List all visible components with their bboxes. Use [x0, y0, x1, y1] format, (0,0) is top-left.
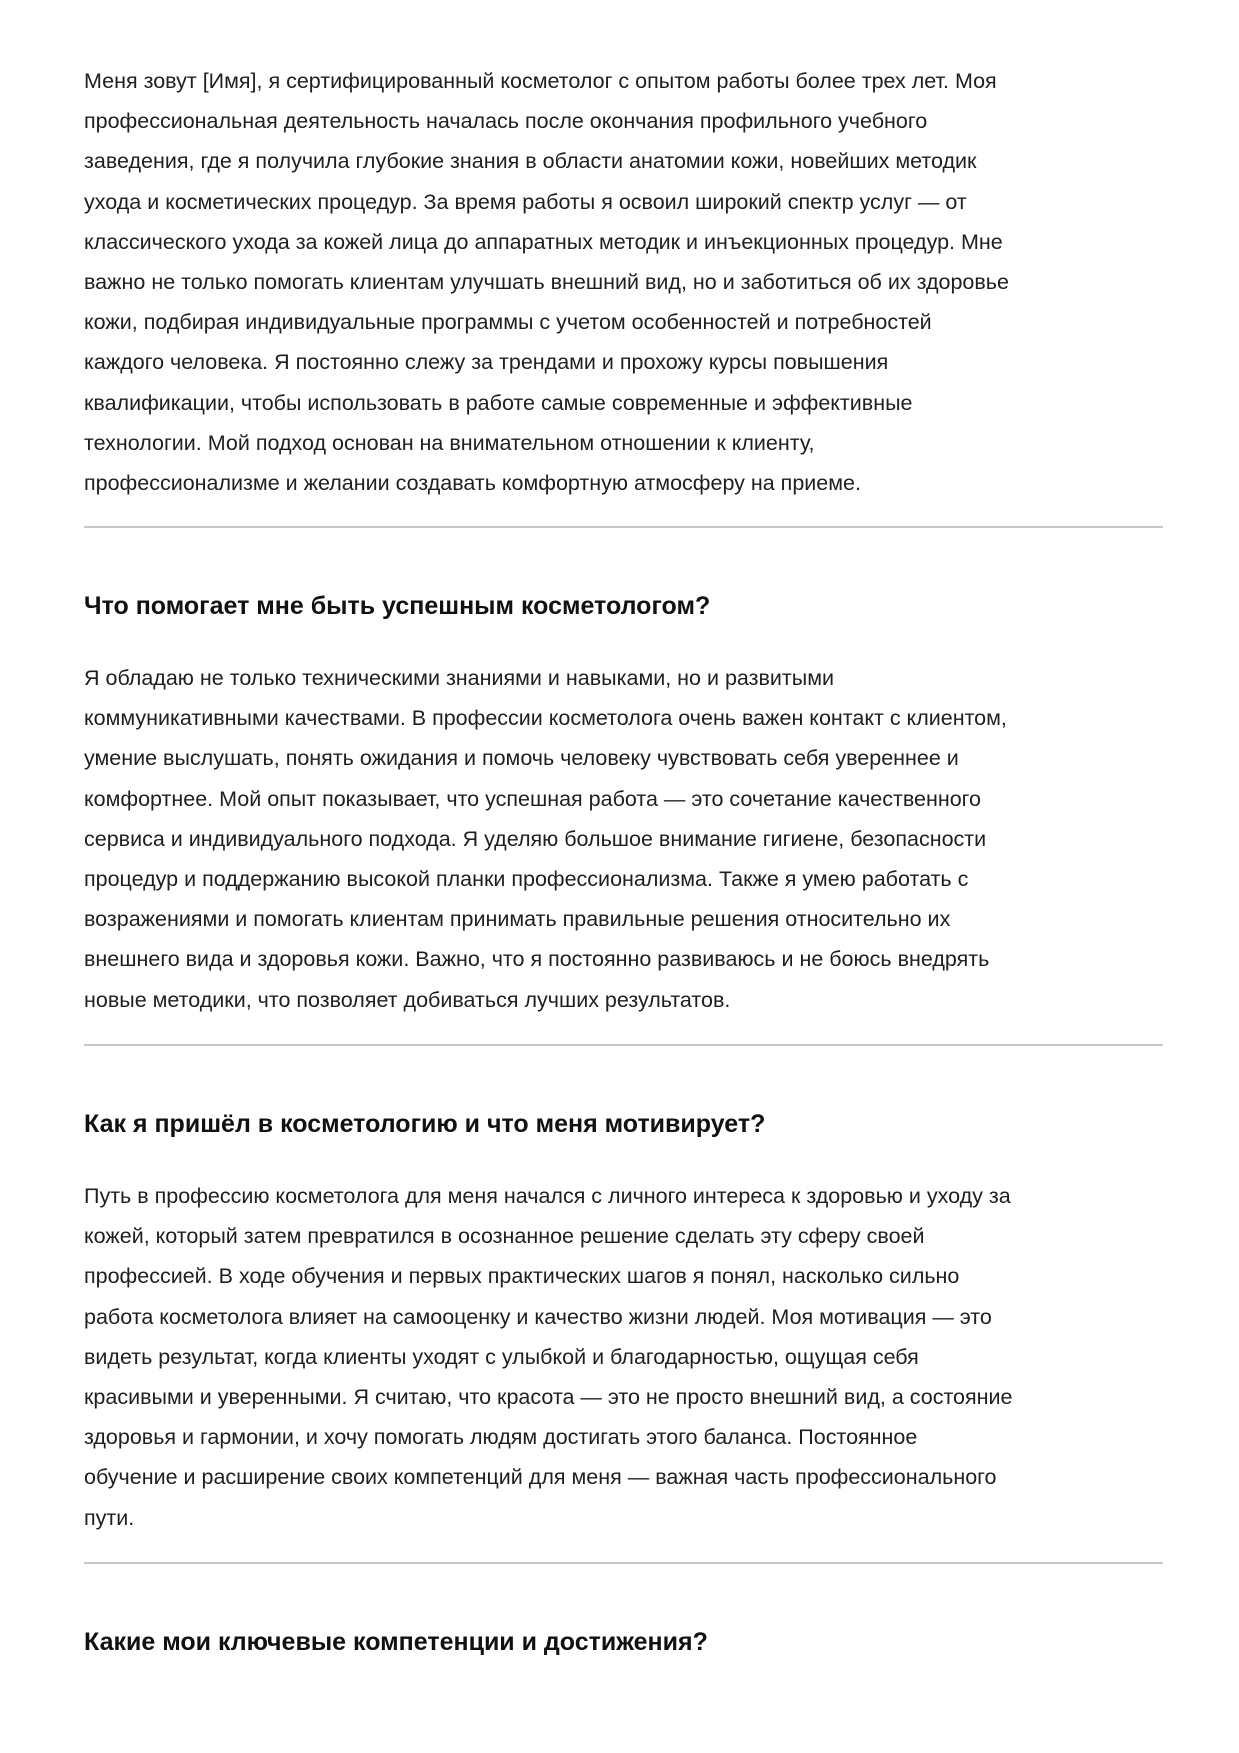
intro-paragraph	[84, 61, 1174, 503]
paragraph-line: квалификации, чтобы использовать в работе самые современные и эффективные	[84, 390, 913, 415]
paragraph-line: возражениями и помогать клиентам принимать правильные решения относительно их	[84, 907, 951, 932]
paragraph-line: Я обладаю не только техническими знаниями и навыками, но и развитыми	[84, 666, 835, 690]
section-heading-motivation: Как я пришёл в косметологию и что меня мотивирует?	[84, 1110, 766, 1138]
section-heading-success: Что помогает мне быть успешным косметологом?	[84, 592, 711, 620]
paragraph-line: кожи, подбирая индивидуальные программы с учетом особенностей и потребностей	[84, 310, 932, 335]
paragraph-line: профессионализме и желании создавать комфортную атмосферу на приеме.	[84, 471, 861, 496]
paragraph-line: обучение и расширение своих компетенций для меня — важная часть профессионального	[84, 1465, 997, 1490]
paragraph-line: ухода и косметических процедур. За время работы я освоил широкий спектр услуг — от	[84, 189, 967, 214]
paragraph-line: профессиональная деятельность началась после окончания профильного учебного	[84, 109, 928, 134]
paragraph-line: видеть результат, когда клиенты уходят с улыбкой и благодарностью, ощущая себя	[84, 1344, 919, 1369]
paragraph-line: пути.	[84, 1505, 135, 1530]
paragraph-line: профессией. В ходе обучения и первых практических шагов я понял, насколько сильно	[84, 1264, 960, 1289]
paragraph-line: здоровья и гармонии, и хочу помогать людям достигать этого баланса. Постоянное	[84, 1425, 918, 1450]
paragraph-line: внешнего вида и здоровья кожи. Важно, что я постоянно развиваюсь и не боюсь внедрять	[84, 947, 990, 972]
paragraph-line: важно не только помогать клиентам улучшать внешний вид, но и заботиться об их здоровье	[84, 270, 1009, 295]
motivation-paragraph	[84, 1176, 1174, 1538]
paragraph-line: работа косметолога влияет на самооценку и качество жизни людей. Моя мотивация — это	[84, 1304, 992, 1329]
paragraph-line: Путь в профессию косметолога для меня начался с личного интереса к здоровью и уходу за	[84, 1184, 1011, 1208]
paragraph-line: технологии. Мой подход основан на внимательном отношении к клиенту,	[84, 430, 815, 455]
paragraph-line: каждого человека. Я постоянно слежу за трендами и прохожу курсы повышения	[84, 350, 889, 375]
paragraph-line: сервиса и индивидуального подхода. Я уделяю большое внимание гигиене, безопасности	[84, 826, 987, 851]
divider	[84, 1562, 1163, 1564]
divider	[84, 1044, 1163, 1046]
paragraph-line: новые методики, что позволяет добиваться лучших результатов.	[84, 987, 731, 1012]
paragraph-line: комфортнее. Мой опыт показывает, что успешная работа — это сочетание качественного	[84, 786, 981, 811]
paragraph-line: красивыми и уверенными. Я считаю, что красота — это не просто внешний вид, а состояние	[84, 1385, 1013, 1410]
paragraph-line: процедур и поддержанию высокой планки профессионализма. Также я умею работать с	[84, 867, 969, 892]
paragraph-line: заведения, где я получила глубокие знания в области анатомии кожи, новейших методик	[84, 149, 977, 174]
paragraph-line: кожей, который затем превратился в осознанное решение сделать эту сферу своей	[84, 1224, 925, 1249]
paragraph-line: коммуникативными качествами. В профессии косметолога очень важен контакт с клиентом,	[84, 706, 1007, 731]
paragraph-line: Меня зовут [Имя], я сертифицированный косметолог с опытом работы более трех лет. Моя	[84, 69, 997, 93]
divider	[84, 526, 1163, 528]
section-heading-competencies: Какие мои ключевые компетенции и достижения?	[84, 1628, 708, 1656]
success-paragraph	[84, 658, 1174, 1020]
paragraph-line: умение выслушать, понять ожидания и помочь человеку чувствовать себя увереннее и	[84, 746, 959, 771]
paragraph-line: классического ухода за кожей лица до аппаратных методик и инъекционных процедур. Мне	[84, 229, 1003, 254]
